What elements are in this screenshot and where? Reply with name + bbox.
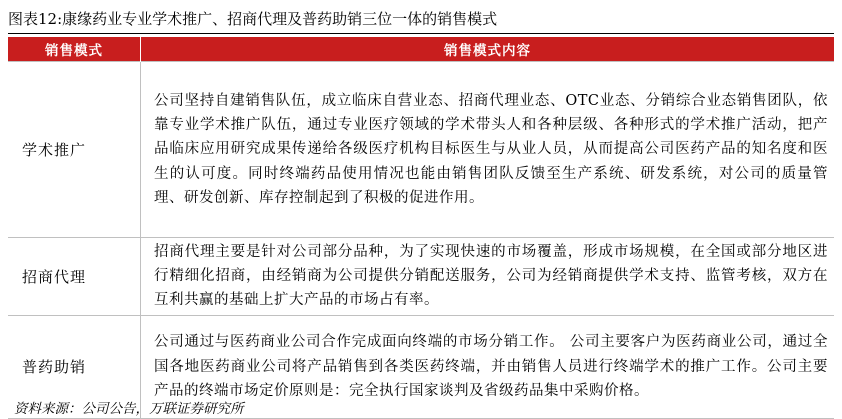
- sales-model-table: [8, 37, 834, 419]
- mode-label: 招商代理: [8, 238, 141, 316]
- header-sales-mode: 销售模式: [8, 37, 141, 62]
- mode-label: 学术推广: [8, 62, 141, 238]
- header-sales-mode-content: 销售模式内容: [141, 37, 835, 62]
- table-header-row: [8, 37, 834, 62]
- mode-content: 公司坚持自建销售队伍，成立临床自营业态、招商代理业态、OTC业态、分销综合业态销售团队，依靠专业学术推广队伍，通过专业医疗领域的学术带头人和各种层级、各种形式的学术推广活动，把产品临床应用研究成果传递给各级医疗机构目标医生与从业人员，从而提高公司医药产品的知名度和医生的认可度。同时终端药品使用情况也能由销售团队反馈至生产系统、研发系统，对公司的质量管理、研发创新、库存控制起到了积极的促进作用。: [141, 62, 835, 238]
- source-note: 资料来源：公司公告，万联证券研究所: [14, 401, 244, 417]
- mode-label: 普药助销: [8, 315, 141, 418]
- figure-caption: 图表12:康缘药业专业学术推广、招商代理及普药助销三位一体的销售模式: [8, 4, 834, 34]
- mode-content: 招商代理主要是针对公司部分品种，为了实现快速的市场覆盖，形成市场规模，在全国或部分地区进行精细化招商，由经销商为公司提供分销配送服务，公司为经销商提供学术支持、监管考核，双方在互利共赢的基础上扩大产品的市场占有率。: [141, 238, 835, 316]
- table-row: [8, 238, 834, 316]
- table-row: [8, 62, 834, 238]
- mode-content: 公司通过与医药商业公司合作完成面向终端的市场分销工作。 公司主要客户为医药商业公司，通过全国各地医药商业公司将产品销售到各类医药终端，并由销售人员进行终端学术的推广工作。公司主要产品的终端市场定价原则是：完全执行国家谈判及省级药品集中采购价格。: [141, 315, 835, 418]
